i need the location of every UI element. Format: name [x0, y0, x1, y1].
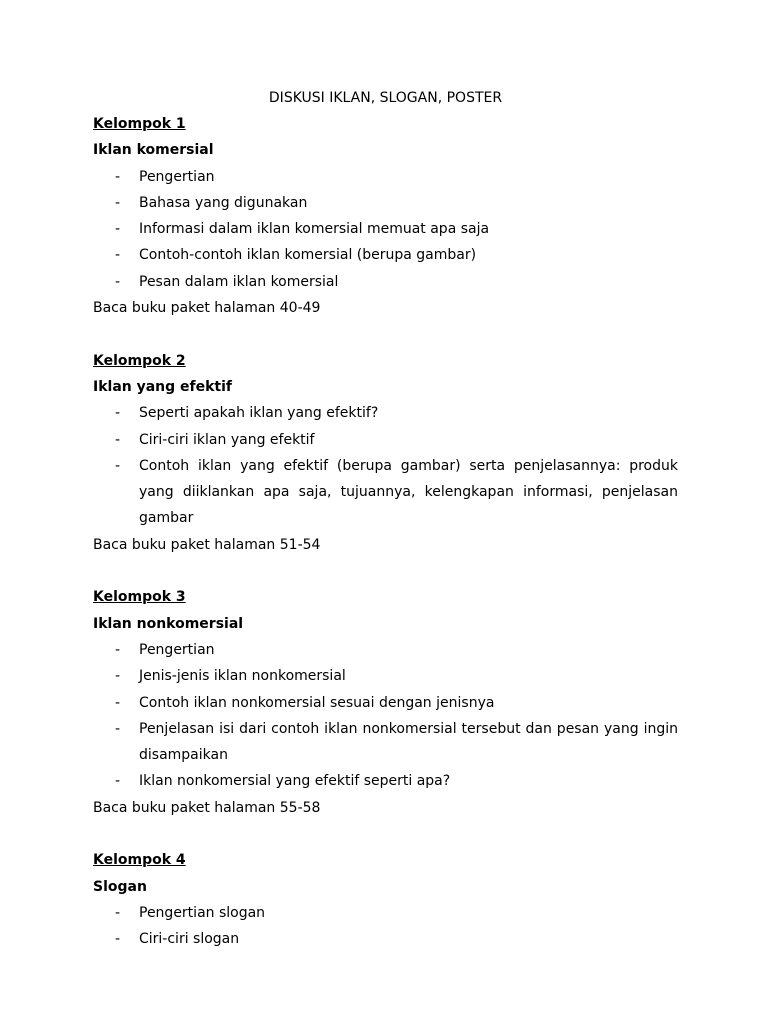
list-item-text: Pengertian: [139, 168, 215, 185]
list-item: [93, 637, 678, 663]
dash-bullet: -: [115, 273, 121, 290]
list-item-text: Pesan dalam iklan komersial: [139, 273, 339, 290]
dash-bullet: -: [115, 694, 121, 711]
group-topic: Iklan komersial: [93, 142, 214, 159]
dash-bullet: -: [115, 931, 121, 948]
group-section: [93, 584, 678, 821]
section-gap: [93, 558, 678, 584]
list-item: [93, 768, 678, 794]
list-item: [93, 216, 678, 242]
list-item-text: Pengertian: [139, 641, 215, 658]
reference-note: Baca buku paket halaman 55-58: [93, 799, 321, 816]
list-item-text: Informasi dalam iklan komersial memuat apa saja: [139, 221, 490, 238]
group-label: Kelompok 4: [93, 852, 186, 869]
reference-note: Baca buku paket halaman 51-54: [93, 536, 321, 553]
dash-bullet: -: [115, 405, 121, 422]
dash-bullet: -: [115, 904, 121, 921]
document-title: DISKUSI IKLAN, SLOGAN, POSTER: [268, 90, 503, 106]
section-gap: [93, 821, 678, 847]
group-label: Kelompok 1: [93, 116, 186, 132]
section-gap: [93, 321, 678, 347]
dash-bullet: -: [115, 247, 121, 264]
list-item: [93, 663, 678, 689]
list-item-text: Ciri-ciri iklan yang efektif: [139, 431, 315, 448]
group-section: [93, 847, 678, 952]
list-item-text: Contoh iklan nonkomersial sesuai dengan jenisnya: [139, 694, 495, 711]
group-section: [93, 348, 678, 558]
list-item-text: Ciri-ciri slogan: [139, 931, 240, 948]
item-list: [93, 637, 678, 795]
list-item-text: Contoh-contoh iklan komersial (berupa gambar): [139, 247, 477, 264]
reference-note: Baca buku paket halaman 40-49: [93, 300, 321, 317]
list-item-text: Pengertian slogan: [139, 904, 266, 921]
list-item-text: Penjelasan isi dari contoh iklan nonkomersial tersebut dan pesan yang ingin disampaikan: [139, 720, 678, 764]
list-item: [93, 690, 678, 716]
group-label: Kelompok 3: [93, 589, 186, 606]
dash-bullet: -: [115, 457, 121, 474]
list-item: [93, 900, 678, 926]
item-list: [93, 164, 678, 295]
list-item: [93, 427, 678, 453]
item-list: [93, 400, 678, 531]
list-item: [93, 242, 678, 268]
list-item: [93, 164, 678, 190]
group-topic: Iklan nonkomersial: [93, 615, 244, 632]
dash-bullet: -: [115, 641, 121, 658]
group-topic: Iklan yang efektif: [93, 378, 233, 395]
list-item: [93, 716, 678, 769]
dash-bullet: -: [115, 431, 121, 448]
list-item-text: Iklan nonkomersial yang efektif seperti apa?: [139, 773, 451, 790]
dash-bullet: -: [115, 168, 121, 185]
item-list: [93, 900, 678, 953]
list-item-text: Contoh iklan yang efektif (berupa gambar) serta penjelasannya: produk yang diiklankan apa saja, tujuannya, kelengkapan informasi, penjelasan gambar: [139, 457, 678, 527]
dash-bullet: -: [115, 221, 121, 238]
list-item: [93, 926, 678, 952]
list-item-text: Bahasa yang digunakan: [139, 194, 308, 211]
group-label: Kelompok 2: [93, 352, 186, 369]
group-topic: Slogan: [93, 878, 147, 895]
list-item: [93, 453, 678, 532]
list-item-text: Seperti apakah iklan yang efektif?: [139, 405, 379, 422]
dash-bullet: -: [115, 720, 121, 737]
dash-bullet: -: [115, 668, 121, 685]
dash-bullet: -: [115, 773, 121, 790]
group-section: [93, 111, 678, 321]
list-item: [93, 400, 678, 426]
list-item: [93, 269, 678, 295]
document-page: [93, 86, 678, 953]
list-item-text: Jenis-jenis iklan nonkomersial: [139, 668, 346, 685]
list-item: [93, 190, 678, 216]
dash-bullet: -: [115, 194, 121, 211]
